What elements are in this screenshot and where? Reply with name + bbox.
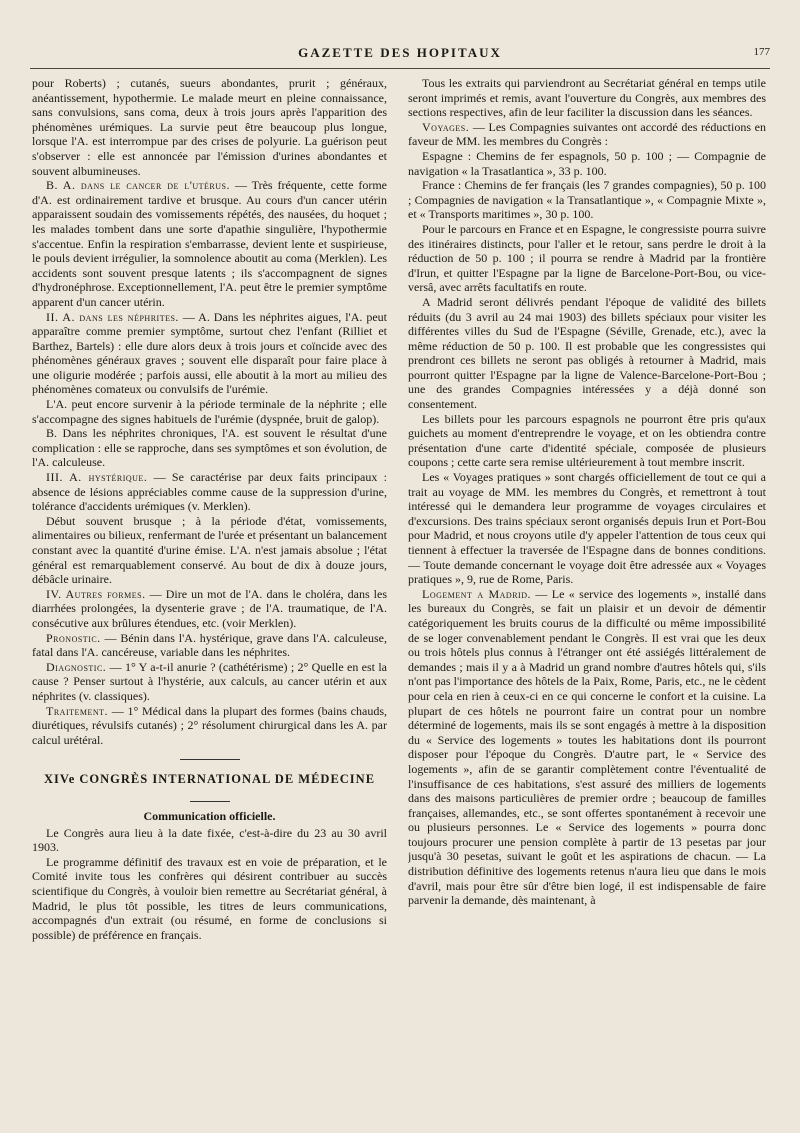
running-header xyxy=(30,44,770,66)
paragraph: A Madrid seront délivrés pendant l'époque de validité des billets réduits (du 3 avril au 24 mai 1903) des billets spéciaux pour visiter les différentes villes du Sud de l'Espagne (Séville, Grenade, etc.), avec la même réduction de 50 p. 100. Il est probable que les congressistes qui prendront ces billets ne seront pas obligés à retourner à Madrid, mais pourront quitter l'Espagne par la ligne de Valence-Barcelone-Port-Bou ; une des grandes Compagnies intéressées y a déjà donné son consentement. xyxy=(408,294,766,412)
paragraph: L'A. peut encore survenir à la période terminale de la néphrite ; elle s'accompagne des signes habituels de l'urémie (dyspnée, bruit de galop). xyxy=(32,397,387,426)
paragraph-lead: Logement a Madrid. xyxy=(422,586,531,601)
paragraph-text: — Très fréquente, cette forme d'A. est ordinairement tardive et brusque. Au cours d'un cancer utérin apparaissent soudain des vomissements répétés, des nausées, du hoquet ; les malades tombent dans une sorte d'apathie singulière, l'hypothermie s'accentue. Enfin la respiration s'embarrasse, devient lente et suspirieuse, le pouls devient irrégulier, la somnolence aboutit au coma (Merklen). Les accidents sont souvent presque latents ; ils s'accompagnent de signes d'hydronéphrose. Exceptionnellement, l'A. peut être le premier symptôme apparent d'un cancer utérin. xyxy=(32,178,387,309)
title-rule xyxy=(32,791,387,806)
paragraph-lead: Traitement. xyxy=(46,703,109,718)
paragraph xyxy=(408,587,766,908)
paragraph xyxy=(32,470,387,514)
paragraph: Les billets pour les parcours espagnols ne pourront être pris qu'aux guichets au moment d'entreprendre le voyage, et on les obtiendra contre présentation d'une carte d'identité spéciale, composée de plusieurs coupons ; cette carte sera remise ultérieurement à tout membre inscrit. xyxy=(408,411,766,470)
paragraph-text: — 1° Y a-t-il anurie ? (cathétérisme) ; 2° Quelle en est la cause ? Penser surtout à l'hystérie, aux calculs, au cancer utérin et aux néphrites (v. classiques). xyxy=(32,659,387,703)
paragraph: B. Dans les néphrites chroniques, l'A. est souvent le résultat d'une complication : elle se rapproche, dans ses symptômes et son évolution, de l'A. calculeuse. xyxy=(32,426,387,470)
right-column xyxy=(408,76,766,1126)
section-divider xyxy=(32,751,387,766)
paragraph-text: — Les Compagnies suivantes ont accordé des réductions en faveur de MM. les membres du Congrès : xyxy=(408,119,766,149)
paragraph-lead: B. A. dans le cancer de l'utérus. xyxy=(46,178,230,193)
paragraph-lead: IV. Autres formes. xyxy=(46,586,146,601)
paragraph: Les « Voyages pratiques » sont chargés officiellement de tout ce qui a trait au voyage de MM. les membres du Congrès, et remettront à tout intéressé qui le demandera leur programme de voyages circulaires et d'excursions. Des trains spéciaux seront organisés depuis Irun et Port-Bou pour Madrid, et nous croyons utile d'y appeler l'attention de tous ceux qui tiennent à effectuer la traversée de l'Espagne dans de bonnes conditions. — Toute demande concernant le voyage doit être adressée aux « Voyages pratiques », 9, rue de Rome, Paris. xyxy=(408,470,766,587)
paragraph-text: — Bénin dans l'A. hystérique, grave dans l'A. calculeuse, fatal dans l'A. cancéreuse, variable dans les néphrites. xyxy=(32,630,387,660)
paragraph: Pour le parcours en France et en Espagne, le congressiste pourra suivre des itinéraires distincts, pour l'aller et le retour, sans perdre le droit à la réduction de 50 p. 100 ; il pourra se rendre à Madrid par la frontière d'Irun, et quitter l'Espagne par la ligne de Barcelone-Port-Bou, ou vice-versâ, avec arrêts facultatifs en route. xyxy=(408,221,766,295)
paragraph: Le programme définitif des travaux est en voie de préparation, et le Comité invite tous les confrères qui désirent contribuer au succès scientifique du Congrès, à vouloir bien remettre au Secrétariat général, à Madrid, le plus tôt possible, les titres de leurs communications, accompagnés d'un extrait (ou résumé, en forme de conclusions si possible) de préférence en français. xyxy=(32,854,387,942)
paragraph: Espagne : Chemins de fer espagnols, 50 p. 100 ; — Compagnie de navigation « la Trasatlantica », 33 p. 100. xyxy=(408,148,766,178)
paragraph-text: — Dire un mot de l'A. dans le choléra, dans les diarrhées prolongées, la dysenterie grave ; de l'A. traumatique, de l'A. consécutive aux brûlures étendues, etc. (voir Merklen). xyxy=(32,586,387,630)
paragraph-lead: Pronostic. xyxy=(46,630,101,645)
paragraph: Tous les extraits qui parviendront au Secrétariat général en temps utile seront imprimés et remis, avant l'ouverture du Congrès, aux membres des sections respectives, afin de leur faciliter la discussion dans les séances. xyxy=(408,76,766,120)
paragraph xyxy=(32,660,387,704)
paragraph-text: — 1° Médical dans la plupart des formes (bains chauds, diurétiques, révulsifs cutanés) ; 2° résolument chirurgical dans les A. par calcul urétéral. xyxy=(32,703,387,747)
paragraph xyxy=(32,310,387,398)
paragraph: Début souvent brusque ; à la période d'état, vomissements, alimentaires ou bilieux, renfermant de l'urée et présentant un balancement constant avec la quantité d'urine émise. L'A. n'est jamais absolue ; l'état général est remarquablement conservé. Au bout de dix à douze jours, débâcle urinaire. xyxy=(32,513,387,587)
page-number: 177 xyxy=(753,46,770,58)
paragraph-text: — Le « service des logements », installé dans les bureaux du Congrès, se fait un plaisir et un devoir de démentir catégoriquement les bruits courus de la difficulté ou même impossibilité de se loger convenablement pendant le Congrès. Il est vrai que les deux ou trois hôtels plus connus à l'étranger ont été assiégés littéralement de demandes ; mais il y a à Madrid un grand nombre d'autres hôtels qui, s'ils n'ont pas l'importance des hôtels de la Paix, Rome, Paris, etc., ne le cèdent pour cela en rien à ceux-ci en ce qui concerne le confort et la cuisine. La plupart de ces hôtels ne pourront faire un contrat pour un nombre déterminé de logements, mais ils se sont engagés à mettre à la disposition du « Service des logements » toutes les habitations dont ils pourront disposer pour l'époque du Congrès. D'autre part, le « Service des logements », afin de se garantir complètement contre l'éventualité de l'insuffisance de ces habitations, s'est assuré des milliers de logements dans des maisons particulières de premier ordre ; beaucoup de familles françaises, allemandes, etc., se sont offertes spontanément à recevoir une ou plusieurs personnes. Le « Service des logements » pourra donc toujours procurer une pension complète à partir de 13 pesetas par jour jusqu'à 30 pesetas, suivant le goût et les aspirations de chacun. — La distribution définitive des logements retenus n'aura lieu que dans le mois d'avril, mais pour être sûr d'être bien logé, il est indispensable de faire parvenir la demande, dès maintenant, à xyxy=(408,586,766,908)
paragraph-lead: Diagnostic. xyxy=(46,659,107,674)
paragraph: pour Roberts) ; cutanés, sueurs abondantes, prurit ; généraux, anéantissement, hypothermie. Le malade meurt en pleine connaissance, sans convulsions, sans coma, deux à trois jours après l'apparition des phénomènes urémiques. La survie peut être beaucoup plus longue, lorsque l'A. est interrompue par des crises de polyurie. La guérison peut s'observer : elle est annoncée par l'émission d'urines abondantes et souvent albumineuses. xyxy=(32,76,387,178)
paragraph: France : Chemins de fer français (les 7 grandes compagnies), 50 p. 100 ; Compagnies de navigation « la Transatlantique », « Compagnie Mixte », et « Transports maritimes », 30 p. 100. xyxy=(408,178,766,222)
paragraph-lead: III. A. hystérique. xyxy=(46,470,148,485)
paragraph xyxy=(32,178,387,309)
paragraph-text: — Se caractérise par deux faits principaux : absence de lésions appréciables comme cause de la suppression d'urine, tolérance d'accidents urémiques (v. Merklen). xyxy=(32,470,387,514)
paragraph xyxy=(408,120,766,149)
paragraph-lead: Voyages. xyxy=(422,119,470,134)
sub-title: Communication officielle. xyxy=(143,809,276,824)
header-rule xyxy=(30,68,770,69)
paragraph-lead: II. A. dans les néphrites. xyxy=(46,309,179,324)
section-title: XIVe CONGRÈS INTERNATIONAL DE MÉDECINE xyxy=(43,771,376,786)
journal-title: GAZETTE DES HOPITAUX xyxy=(298,45,502,60)
paragraph-text: — A. Dans les néphrites aigues, l'A. peut apparaître comme premier symptôme, surtout chez l'enfant (Rilliet et Barthez, Bartels) : elle dure alors deux à trois jours et coïncide avec des phénomènes généraux graves ; souvent elle disparaît pour faire place à une oligurie modérée ; parfois aussi, elle aboutit à la mort au milieu des phénomènes comateux ou convulsifs de l'urémie. xyxy=(32,309,387,397)
paragraph: Le Congrès aura lieu à la date fixée, c'est-à-dire du 23 au 30 avril 1903. xyxy=(32,825,387,855)
paragraph xyxy=(32,587,387,631)
paragraph xyxy=(32,631,387,660)
left-column xyxy=(32,76,387,1126)
paragraph xyxy=(32,704,387,748)
